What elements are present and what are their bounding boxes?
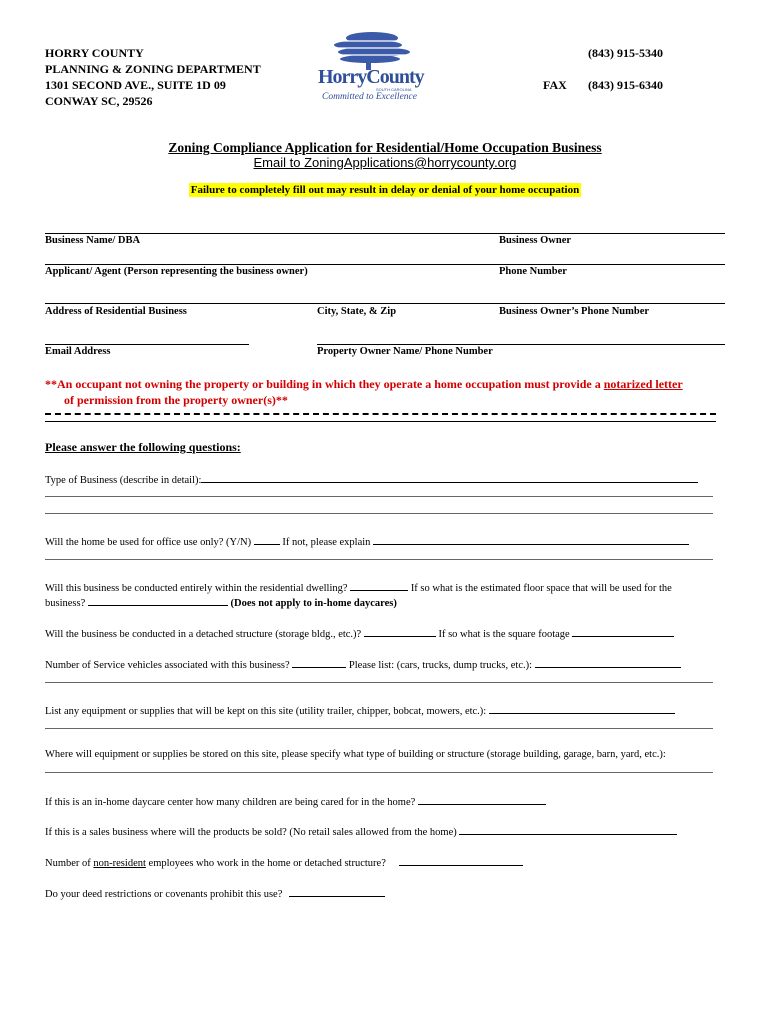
q10-text-b: employees who work in the home or detached structure?: [148, 858, 386, 869]
q11-text: Do your deed restrictions or covenants prohibit this use?: [45, 889, 283, 900]
q5-count-line[interactable]: [292, 657, 346, 668]
label-owner-phone: Business Owner’s Phone Number: [499, 306, 650, 317]
question-type-of-business: [45, 472, 698, 486]
q5-list-text: Please list: (cars, trucks, dump trucks, etc.):: [348, 660, 533, 671]
q7-answer-line[interactable]: [45, 772, 713, 773]
field-line-row1[interactable]: [45, 233, 725, 234]
q4-yn-line[interactable]: [364, 626, 436, 637]
q7-text: Where will equipment or supplies be stored on this site, please specify what type of building or structure (storage building, garage, barn, yard, etc.):: [45, 749, 666, 760]
q1-answer-line[interactable]: [201, 472, 698, 483]
field-line-row3[interactable]: [45, 303, 725, 304]
q8-answer-line[interactable]: [418, 794, 546, 805]
q2-explain-text: If not, please explain: [282, 537, 371, 548]
field-line-email[interactable]: [45, 344, 249, 345]
q3-business-text: business?: [45, 598, 86, 609]
q4-sqft-text: If so what is the square footage: [438, 629, 570, 640]
horry-county-logo: [316, 28, 428, 106]
question-detached-structure: [45, 626, 674, 640]
q3-floor-line[interactable]: [88, 595, 228, 606]
label-city-state-zip: City, State, & Zip: [317, 306, 397, 317]
q10-answer-line[interactable]: [399, 855, 523, 866]
q2-text: Will the home be used for office use only? (Y/N): [45, 537, 252, 548]
q2-explain-line[interactable]: [373, 534, 689, 545]
notarized-notice-line2: of permission from the property owner(s)**: [64, 393, 288, 407]
q8-text: If this is an in-home daycare center how many children are being cared for in the home?: [45, 797, 416, 808]
q9-text: If this is a sales business where will the products be sold? (No retail sales allowed from the home): [45, 827, 457, 838]
dashed-divider: [45, 413, 716, 415]
q6-answer-line[interactable]: [489, 703, 675, 714]
q2-answer-line-2[interactable]: [45, 559, 713, 560]
label-phone: Phone Number: [499, 266, 567, 277]
q2-yn-line[interactable]: [254, 534, 280, 545]
fax-number: (843) 915-6340: [588, 78, 663, 92]
q5-answer-line-2[interactable]: [45, 682, 713, 683]
q3-yn-line[interactable]: [350, 580, 408, 591]
form-title: Zoning Compliance Application for Residential/Home Occupation Business: [168, 140, 602, 155]
org-line-county: HORRY COUNTY: [45, 46, 144, 60]
logo-tagline: Committed to Excellence: [322, 92, 417, 102]
org-address-block: [45, 45, 261, 109]
logo-name: HorryCounty: [318, 66, 424, 88]
q4-sqft-line[interactable]: [572, 626, 674, 637]
label-applicant: Applicant/ Agent (Person representing the business owner): [45, 266, 308, 277]
q1-text: Type of Business (describe in detail):: [45, 475, 202, 486]
label-email: Email Address: [45, 346, 111, 357]
q1-answer-line-2[interactable]: [45, 496, 713, 497]
notice-text: **An occupant not owning the property or building in which they operate a home occupation must provide a: [45, 377, 604, 391]
question-service-vehicles: [45, 657, 681, 671]
q6-answer-line-2[interactable]: [45, 728, 713, 729]
question-equipment-storage: [45, 749, 666, 760]
fax-label: FAX: [543, 78, 567, 92]
q3-daycare-note: (Does not apply to in-home daycares): [230, 598, 397, 609]
questions-heading: Please answer the following questions:: [45, 440, 241, 454]
logo-state: SOUTH CAROLINA: [376, 87, 412, 92]
question-sales-location: [45, 824, 677, 838]
q9-answer-line[interactable]: [459, 824, 677, 835]
org-line-street: 1301 SECOND AVE., SUITE 1D 09: [45, 78, 226, 92]
question-within-dwelling-cont: [45, 595, 397, 609]
phone-number: (843) 915-5340: [588, 46, 663, 60]
q6-text: List any equipment or supplies that will be kept on this site (utility trailer, chipper, bobcat, mowers, etc.):: [45, 706, 487, 717]
q3-floor-text: If so what is the estimated floor space that will be used for the: [410, 583, 672, 594]
label-business-owner: Business Owner: [499, 235, 572, 246]
question-non-resident-employees: [45, 855, 523, 869]
field-line-property-owner[interactable]: [317, 344, 725, 345]
question-daycare-children: [45, 794, 546, 808]
q11-answer-line[interactable]: [289, 886, 385, 897]
q3-text: Will this business be conducted entirely within the residential dwelling?: [45, 583, 348, 594]
email-instruction[interactable]: Email to ZoningApplications@horrycounty.org: [253, 155, 517, 170]
dashed-divider-bottom: [45, 421, 716, 422]
label-business-name: Business Name/ DBA: [45, 235, 141, 246]
notarized-notice-line1: [45, 377, 683, 392]
warning-banner: [0, 180, 770, 198]
warning-text: Failure to completely fill out may result in delay or denial of your home occupation: [190, 184, 580, 196]
q1-answer-line-3[interactable]: [45, 513, 713, 514]
question-within-dwelling: [45, 580, 672, 594]
q5-list-line[interactable]: [535, 657, 681, 668]
q5-text: Number of Service vehicles associated with this business?: [45, 660, 290, 671]
q10-text-a: Number of: [45, 858, 91, 869]
notarized-letter-link: notarized letter: [603, 377, 683, 391]
q10-non-resident: non-resident: [93, 858, 146, 869]
question-equipment-list: [45, 703, 675, 717]
label-property-owner: Property Owner Name/ Phone Number: [317, 346, 493, 357]
org-line-city: CONWAY SC, 29526: [45, 94, 153, 108]
label-address: Address of Residential Business: [45, 306, 187, 317]
field-line-row2[interactable]: [45, 264, 725, 265]
question-office-use: [45, 534, 689, 548]
question-deed-restrictions: [45, 886, 385, 900]
org-line-department: PLANNING & ZONING DEPARTMENT: [45, 62, 261, 76]
q4-text: Will the business be conducted in a detached structure (storage bldg., etc.)?: [45, 629, 362, 640]
